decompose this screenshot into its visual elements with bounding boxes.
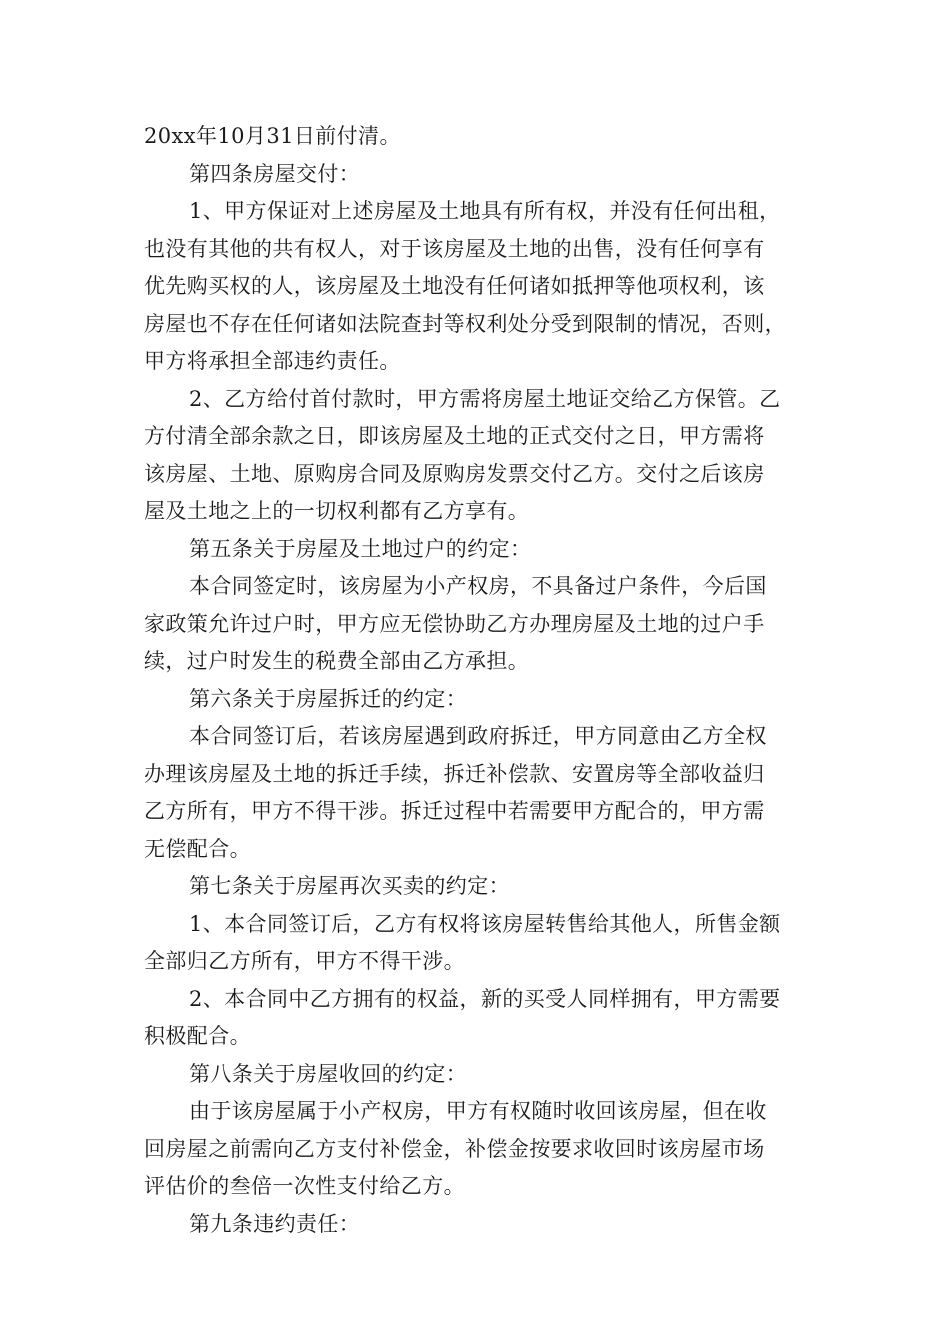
document-line: 优先购买权的人，该房屋及土地没有任何诸如抵押等他项权利，该 [144,274,765,298]
document-body [144,118,808,1243]
document-line: 乙方所有，甲方不得干涉。拆迁过程中若需要甲方配合的，甲方需 [144,799,765,823]
document-line: 甲方将承担全部违约责任。 [144,349,401,373]
document-line: 续，过户时发生的税费全部由乙方承担。 [144,649,530,673]
document-line: 第四条房屋交付： [189,161,361,186]
document-line: 评估价的叁倍一次性支付给乙方。 [144,1174,465,1198]
document-line: 由于该房屋属于小产权房，甲方有权随时收回该房屋，但在收 [189,1099,767,1123]
document-line: 2、本合同中乙方拥有的权益，新的买受人同样拥有，甲方需要 [189,986,781,1011]
document-line: 本合同签订后，若该房屋遇到政府拆迁，甲方同意由乙方全权 [189,724,767,748]
document-line: 第六条关于房屋拆迁的约定： [189,686,468,711]
document-line: 第七条关于房屋再次买卖的约定： [189,874,510,898]
document-line: 房屋也不存在任何诸如法院查封等权利处分受到限制的情况，否则， [144,311,786,336]
document-line: 第八条关于房屋收回的约定： [189,1061,468,1086]
document-line: 第九条违约责任： [189,1211,361,1236]
document-line: 无偿配合。 [144,836,251,861]
document-line: 第五条关于房屋及土地过户的约定： [189,536,532,561]
document-line: 本合同签定时，该房屋为小产权房，不具备过户条件，今后国 [189,574,767,598]
document-line: 1、甲方保证对上述房屋及土地具有所有权，并没有任何出租， [189,199,781,223]
document-line: 方付清全部余款之日，即该房屋及土地的正式交付之日，甲方需将 [144,424,765,448]
document-line: 屋及土地之上的一切权利都有乙方享有。 [144,499,530,523]
document-line: 回房屋之前需向乙方支付补偿金，补偿金按要求收回时该房屋市场 [144,1136,765,1161]
document-line: 该房屋、土地、原购房合同及原购房发票交付乙方。交付之后该房 [144,461,765,486]
document-line: 20xx年10月31日前付清。 [144,124,401,148]
document-line: 办理该房屋及土地的拆迁手续，拆迁补偿款、安置房等全部收益归 [144,761,765,786]
document-line: 家政策允许过户时，甲方应无偿协助乙方办理房屋及土地的过户手 [144,611,765,636]
document-line: 1、本合同签订后，乙方有权将该房屋转售给其他人，所售金额 [189,911,781,936]
document-line: 全部归乙方所有，甲方不得干涉。 [144,949,465,973]
document-line: 积极配合。 [144,1024,251,1048]
document-line: 2、乙方给付首付款时，甲方需将房屋土地证交给乙方保管。乙 [189,386,781,411]
document-line: 也没有其他的共有权人，对于该房屋及土地的出售，没有任何享有 [144,236,765,261]
